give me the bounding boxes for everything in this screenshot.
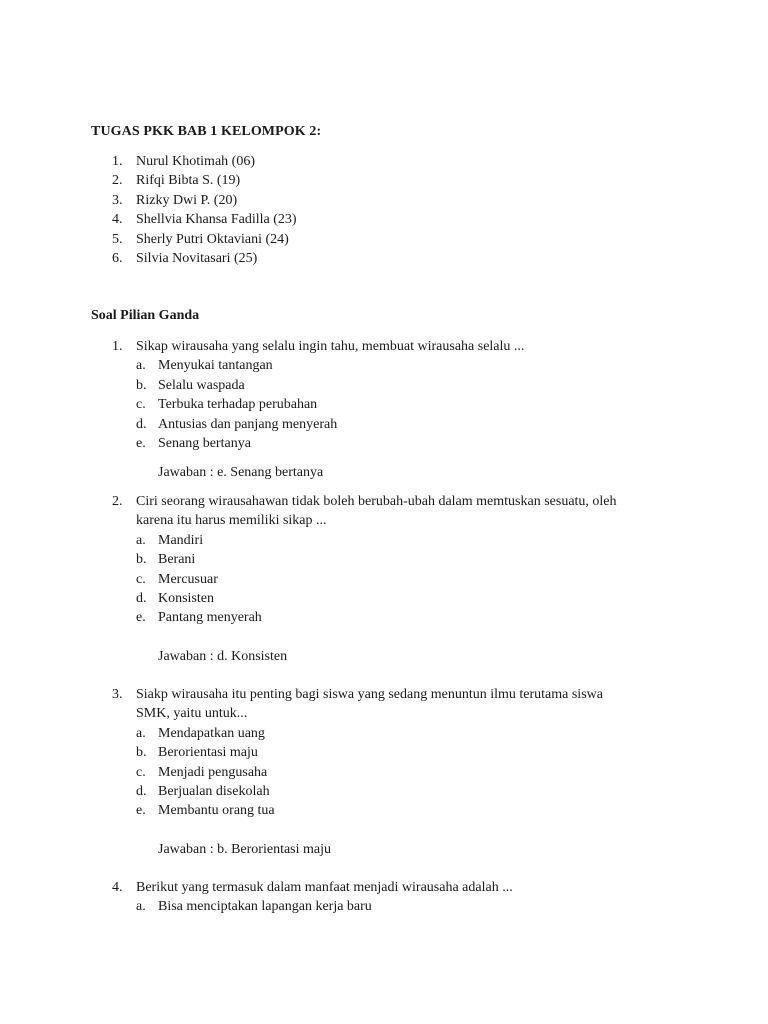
member-number: 2. (112, 173, 123, 189)
option-text: Berani (158, 552, 196, 568)
option-letter: a. (136, 725, 146, 741)
option-text: Mendapatkan uang (158, 725, 265, 741)
option (112, 763, 712, 782)
option-text: Pantang menyerah (158, 610, 262, 626)
option (112, 782, 712, 801)
member-item (112, 210, 297, 229)
option-letter: b. (136, 552, 147, 568)
member-number: 4. (112, 212, 123, 228)
option-text: Bisa menciptakan lapangan kerja baru (158, 899, 372, 915)
option-text: Mercusuar (158, 571, 218, 587)
option-text: Menjadi pengusaha (158, 764, 268, 780)
option-letter: c. (136, 571, 146, 587)
question-number: 4. (112, 880, 123, 895)
option (112, 376, 712, 395)
option-letter: e. (136, 803, 146, 819)
question-text: Berikut yang termasuk dalam manfaat menjadi wirausaha adalah ... (136, 880, 513, 895)
question-number: 3. (112, 687, 123, 702)
option (112, 415, 712, 434)
member-number: 5. (112, 231, 123, 247)
option-letter: b. (136, 745, 147, 761)
option (112, 356, 712, 375)
option (112, 743, 712, 762)
member-list (112, 152, 297, 268)
question-text: Sikap wirausaha yang selalu ingin tahu, membuat wirausaha selalu ... (136, 339, 525, 354)
question-4 (112, 878, 712, 917)
question-1 (112, 337, 712, 483)
option (112, 724, 712, 743)
question-number: 1. (112, 339, 123, 354)
question-text: Siakp wirausaha itu penting bagi siswa yang sedang menuntun ilmu terutama siswa (136, 687, 603, 702)
option-letter: c. (136, 764, 146, 780)
answer-text: Jawaban : b. Berorientasi maju (158, 841, 332, 857)
question-text-continued: karena itu harus memiliki sikap ... (136, 513, 327, 529)
member-name: Sherly Putri Oktaviani (24) (136, 231, 289, 247)
option-text: Konsisten (158, 590, 214, 606)
option-text: Antusias dan panjang menyerah (158, 416, 338, 432)
section-title: Soal Pilian Ganda (91, 308, 200, 323)
question-3 (112, 685, 712, 859)
member-name: Silvia Novitasari (25) (136, 250, 258, 266)
option-letter: d. (136, 783, 147, 799)
answer-text: Jawaban : e. Senang bertanya (158, 465, 324, 481)
option-text: Berjualan disekolah (158, 783, 270, 799)
option-letter: a. (136, 899, 146, 915)
option (112, 531, 712, 550)
option-text: Selalu waspada (158, 377, 245, 393)
option (112, 589, 712, 608)
option (112, 550, 712, 569)
option-letter: b. (136, 377, 147, 393)
option-letter: d. (136, 590, 147, 606)
option (112, 897, 712, 916)
member-item (112, 171, 297, 190)
document-title: TUGAS PKK BAB 1 KELOMPOK 2: (91, 124, 322, 139)
member-number: 3. (112, 192, 123, 208)
member-name: Rizky Dwi P. (20) (136, 192, 238, 208)
option (112, 395, 712, 414)
option-text: Terbuka terhadap perubahan (158, 397, 318, 413)
member-number: 6. (112, 250, 123, 266)
option-letter: e. (136, 610, 146, 626)
member-name: Rifqi Bibta S. (19) (136, 173, 241, 189)
member-name: Nurul Khotimah (06) (136, 154, 255, 169)
option-text: Membantu orang tua (158, 803, 275, 819)
option (112, 801, 712, 820)
answer-text: Jawaban : d. Konsisten (158, 648, 288, 664)
member-name: Shellvia Khansa Fadilla (23) (136, 212, 297, 228)
question-2 (112, 492, 712, 666)
member-item (112, 191, 297, 210)
option-letter: a. (136, 358, 146, 374)
question-text-continued: SMK, yaitu untuk... (136, 706, 248, 722)
member-item (112, 249, 297, 268)
option (112, 570, 712, 589)
option (112, 608, 712, 627)
option-letter: d. (136, 416, 147, 432)
option (112, 434, 712, 453)
option-letter: c. (136, 397, 146, 413)
option-letter: e. (136, 435, 146, 451)
question-text: Ciri seorang wirausahawan tidak boleh berubah-ubah dalam memtuskan sesuatu, oleh (136, 494, 617, 509)
option-text: Senang bertanya (158, 435, 251, 451)
question-number: 2. (112, 494, 123, 509)
member-item (112, 152, 297, 171)
option-text: Berorientasi maju (158, 745, 258, 761)
member-item (112, 230, 297, 249)
member-number: 1. (112, 154, 123, 169)
option-text: Mandiri (158, 532, 204, 548)
option-text: Menyukai tantangan (158, 358, 273, 374)
option-letter: a. (136, 532, 146, 548)
